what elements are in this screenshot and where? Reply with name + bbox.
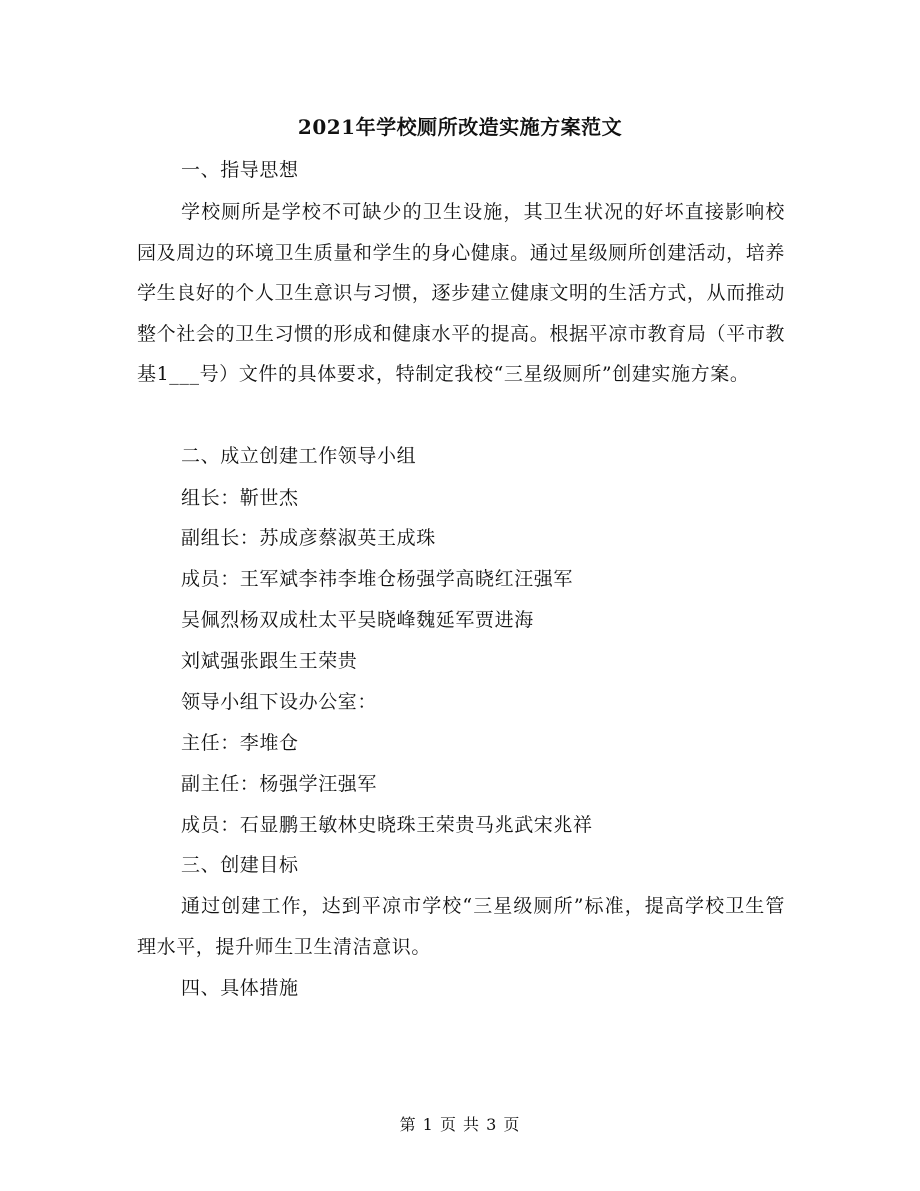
members-line-2: 吴佩烈杨双成杜太平吴晓峰魏延军贾进海 (181, 609, 534, 631)
section-heading-goals: 三、创建目标 (181, 854, 299, 876)
office-intro-line: 领导小组下设办公室： (181, 691, 378, 713)
section-heading-measures: 四、具体措施 (181, 977, 299, 999)
document-title: 2021年学校厕所改造实施方案范文 (297, 115, 623, 139)
guiding-ideology-paragraph: 学校厕所是学校不可缺少的卫生设施，其卫生状况的好坏直接影响校园及周边的环境卫生质量和学生的身心健康。通过星级厕所创建活动，培养学生良好的个人卫生意识与习惯，逐步建立健康文明的生活方式，从而推动整个社会的卫生习惯的形成和健康水平的提高。根据平凉市教育局（平市教基1___号）文件的具体要求，特制定我校“三星级厕所”创建实施方案。 (137, 201, 785, 386)
group-leader-line: 组长：靳世杰 (181, 487, 299, 509)
office-director-line: 主任：李堆仓 (181, 732, 299, 754)
office-vice-director-line: 副主任：杨强学汪强军 (181, 773, 378, 795)
office-members-line: 成员：石显鹏王敏林史晓珠王荣贵马兆武宋兆祥 (181, 814, 593, 836)
goals-paragraph: 通过创建工作，达到平凉市学校“三星级厕所”标准，提高学校卫生管理水平，提升师生卫生清洁意识。 (137, 895, 785, 958)
members-line-1: 成员：王军斌李祎李堆仓杨强学高晓红汪强军 (181, 568, 574, 590)
members-line-3: 刘斌强张跟生王荣贵 (181, 650, 358, 672)
vice-leader-line: 副组长：苏成彦蔡淑英王成珠 (181, 527, 436, 549)
section-heading-guiding-ideology: 一、指导思想 (181, 159, 299, 181)
section-heading-leadership-group: 二、成立创建工作领导小组 (181, 445, 417, 467)
page-footer: 第 1 页 共 3 页 (399, 1115, 521, 1134)
